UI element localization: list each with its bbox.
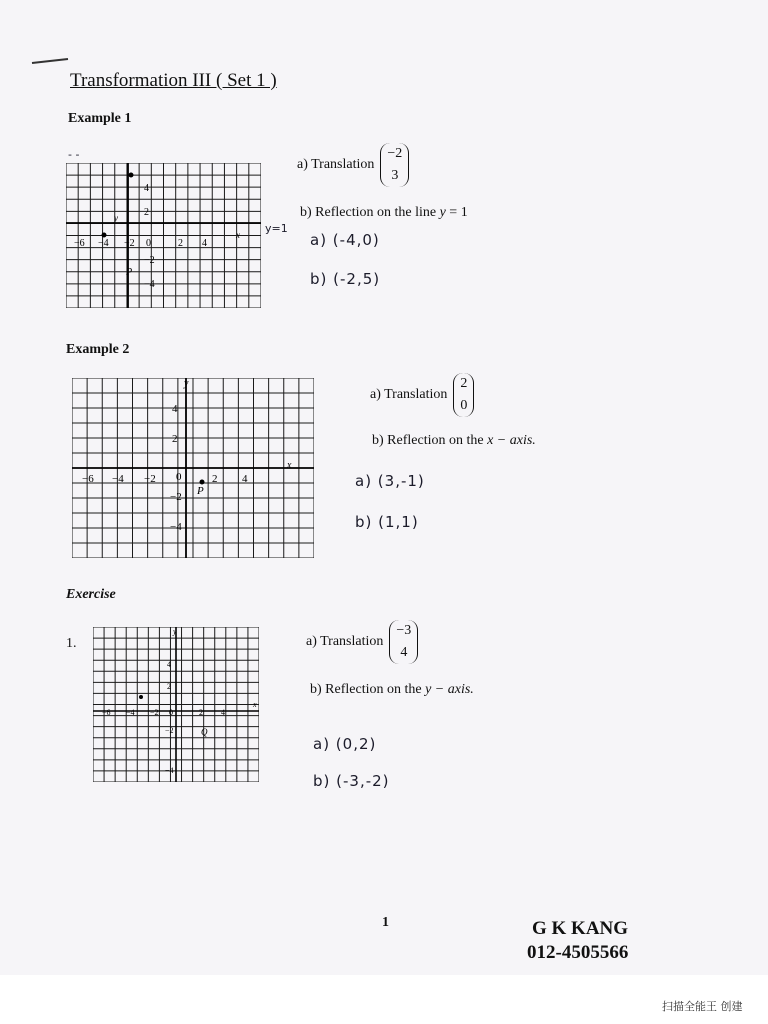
example-2-graph: [72, 378, 314, 558]
x-tick: −6: [102, 708, 111, 717]
x-tick: 0: [146, 238, 151, 249]
y-tick: −2: [170, 491, 182, 503]
example-2-answer-b: b) (1,1): [355, 513, 419, 531]
point-marker: [102, 233, 107, 238]
question-a-label: a) Translation: [370, 387, 448, 402]
y-axis-label: y: [114, 213, 118, 223]
x-tick: −2: [150, 708, 159, 717]
example-2-question-a: [370, 373, 474, 417]
x-tick: 2: [199, 708, 203, 717]
vector-bottom: 4: [400, 645, 408, 660]
question-b-prefix: b) Reflection on the line: [300, 205, 440, 220]
vector-top: 2: [460, 376, 468, 391]
x-tick: 0: [169, 708, 173, 717]
y-tick: 2: [172, 433, 178, 445]
x-axis-label: x: [236, 230, 240, 240]
vector-bottom: 0: [460, 398, 468, 413]
scanner-footer-strip: [0, 975, 768, 1024]
question-b-prefix: b) Reflection on the: [310, 682, 426, 697]
y-tick: −4: [165, 766, 174, 775]
author-name: G K KANG: [532, 918, 629, 939]
y-tick: 4: [172, 403, 178, 415]
exercise-answer-a: a) (0,2): [313, 735, 377, 753]
x-tick: −6: [74, 238, 85, 249]
example-1-answer-a: a) (-4,0): [310, 231, 380, 249]
scanner-watermark: 扫描全能王 创建: [662, 1000, 743, 1013]
y-tick: 2: [167, 682, 171, 691]
x-tick: −2: [124, 238, 135, 249]
translation-vector: [380, 143, 409, 187]
page-number: 1: [382, 915, 389, 930]
point-label: P: [126, 267, 133, 278]
question-b-math: x − axis.: [487, 433, 536, 448]
example-2-heading: Example 2: [66, 342, 130, 357]
example-2-answer-a: a) (3,-1): [355, 472, 425, 490]
page-title: Transformation III ( Set 1 ): [70, 70, 277, 91]
exercise-answer-b: b) (-3,-2): [313, 772, 390, 790]
example-1-answer-b: b) (-2,5): [310, 270, 381, 288]
x-axis-label: x: [287, 460, 292, 471]
vector-bottom: 3: [391, 168, 399, 183]
vector-top: −3: [396, 623, 412, 638]
question-b-math: y: [439, 205, 446, 220]
y-tick: −2: [144, 255, 155, 266]
y-axis-label: y: [173, 627, 177, 636]
exercise-heading: Exercise: [66, 587, 116, 602]
x-tick: 2: [178, 238, 183, 249]
example-2-question-b: [372, 433, 536, 449]
example-1-top-mark: - -: [68, 148, 80, 161]
point-marker: [139, 695, 143, 699]
x-tick: −4: [112, 473, 124, 485]
y-tick: −2: [165, 726, 174, 735]
exercise-question-a: [306, 620, 418, 664]
exercise-question-b: [310, 682, 474, 698]
x-axis-label: x: [253, 700, 257, 709]
x-tick: 0: [176, 471, 182, 483]
question-a-label: a) Translation: [297, 157, 375, 172]
question-b-prefix: b) Reflection on the: [372, 433, 488, 448]
x-tick: 4: [202, 238, 207, 249]
y-tick: 4: [144, 183, 149, 194]
example-1-question-a: [297, 143, 409, 187]
question-a-label: a) Translation: [306, 634, 384, 649]
y-tick: 4: [167, 660, 171, 669]
x-tick: 2: [212, 473, 218, 485]
x-tick: −6: [82, 473, 94, 485]
y-tick: 2: [144, 207, 149, 218]
vector-top: −2: [387, 146, 403, 161]
translation-vector: [453, 373, 474, 417]
example-1-heading: Example 1: [68, 111, 132, 126]
point-marker: [129, 173, 134, 178]
x-tick: 4: [242, 473, 248, 485]
x-tick: −4: [126, 708, 135, 717]
exercise-graph: [93, 627, 259, 782]
x-tick: −4: [98, 238, 109, 249]
x-tick: 4: [221, 708, 225, 717]
y-axis-label: y: [184, 378, 189, 389]
author-phone: 012-4505566: [527, 942, 629, 963]
question-b-suffix: = 1: [445, 205, 468, 220]
point-label: P: [197, 485, 204, 497]
question-b-math: y − axis.: [425, 682, 474, 697]
x-tick: −2: [144, 473, 156, 485]
pen-mark-icon: [30, 56, 70, 66]
y-tick: −4: [144, 279, 155, 290]
exercise-question-number: 1.: [66, 636, 77, 651]
example-1-question-b: [300, 205, 468, 221]
translation-vector: [389, 620, 418, 664]
point-marker: [200, 480, 205, 485]
point-label: Q: [201, 727, 208, 737]
example-1-graph: [66, 163, 261, 308]
grid-lines: [66, 163, 261, 308]
example-1-margin-note: y=1: [265, 222, 288, 235]
y-tick: −4: [170, 521, 182, 533]
